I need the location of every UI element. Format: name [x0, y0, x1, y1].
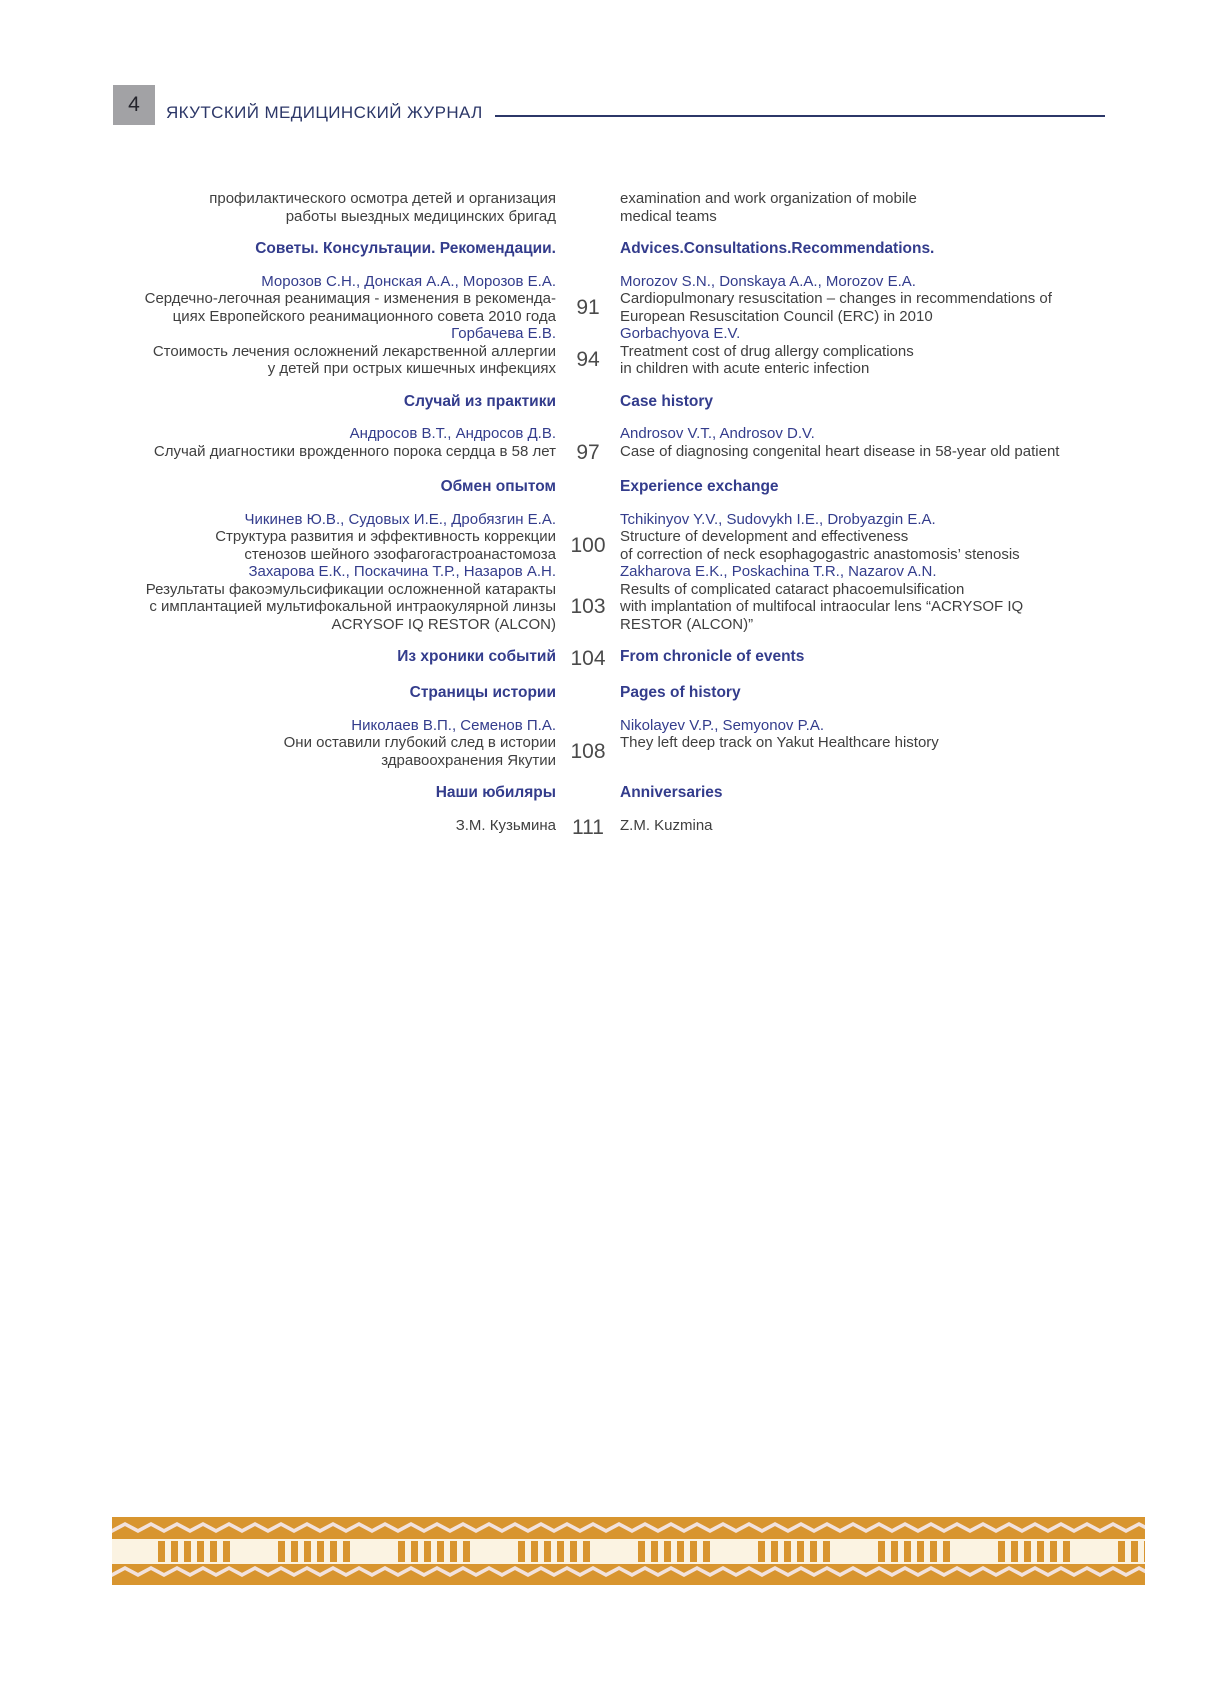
entry-ru-title-line: Структура развития и эффективность коррекции: [215, 528, 556, 545]
entry-en-authors: Gorbachyova E.V.: [620, 325, 741, 342]
entry-en: [620, 511, 1148, 564]
section-heading-ru: Из хроники событий: [397, 648, 556, 665]
continuation-ru-line: профилактического осмотра детей и организация: [209, 190, 556, 207]
entry-ru: [113, 717, 556, 770]
entry-page-number: [556, 563, 620, 633]
page-number-text: 108: [570, 739, 606, 763]
entry-en-title-line: RESTOR (ALCON)”: [620, 615, 754, 633]
entry-en-title-line: Case of diagnosing congenital heart disease in 58-year old patient: [620, 442, 1060, 460]
footer-ornament: [112, 1517, 1145, 1585]
journal-title: ЯКУТСКИЙ МЕДИЦИНСКИЙ ЖУРНАЛ: [166, 103, 483, 122]
entry-ru: [113, 817, 556, 838]
entry-en: [620, 273, 1148, 326]
entry-en-title-line: Structure of development and effectiveness: [620, 528, 909, 545]
toc-section-heading: [113, 240, 1148, 258]
entry-en-title-line: in children with acute enteric infection: [620, 360, 870, 377]
entry-en-authors: Morozov S.N., Donskaya A.A., Morozov E.A.: [620, 272, 916, 290]
entry-en-title-line: Cardiopulmonary resuscitation – changes in recommendations of: [620, 290, 1052, 307]
entry-en-title-line: European Resuscitation Council (ERC) in 2010: [620, 307, 933, 325]
entry-ru-authors: Андросов В.Т., Андросов Д.В.: [349, 425, 556, 442]
continuation-en: [620, 190, 1148, 225]
entry-page-number: [556, 511, 620, 564]
section-page-number: [556, 648, 620, 669]
entry-ru: [113, 273, 556, 326]
entry-ru-title-line: стенозов шейного эзофагогастроанастомоза: [244, 545, 556, 563]
entry-ru-authors: Чикинев Ю.В., Судовых И.Е., Дробязгин Е.А.: [244, 510, 556, 528]
toc-continuation: [113, 190, 1148, 225]
toc-section-heading: [113, 478, 1148, 496]
toc-section-heading: [113, 784, 1148, 802]
page-number-spacer: [556, 684, 620, 702]
toc-entry: [113, 717, 1148, 770]
continuation-en-line: examination and work organization of mobile: [620, 190, 917, 207]
entry-en-authors: Androsov V.T., Androsov D.V.: [620, 425, 815, 442]
entry-en-title-line: Results of complicated cataract phacoemulsification: [620, 580, 965, 598]
entry-en: [620, 325, 1148, 378]
page-number-text: 97: [576, 441, 600, 464]
entry-en: [620, 717, 1148, 770]
section-heading-en: Pages of history: [620, 684, 741, 701]
entry-en-title-line: of correction of neck esophagogastric anastomosis’ stenosis: [620, 545, 1020, 563]
entry-en-title-line: Treatment cost of drug allergy complications: [620, 342, 914, 360]
table-of-contents: [113, 190, 1148, 838]
entry-ru-title-line: Они оставили глубокий след в истории: [283, 734, 556, 751]
header-rule: [495, 115, 1105, 117]
page-number-text: 100: [570, 533, 606, 557]
entry-en: [620, 425, 1148, 463]
continuation-ru-line: работы выездных медицинских бригад: [285, 207, 556, 225]
entry-ru-title-line: с имплантацией мультифокальной интраокулярной линзы: [149, 598, 556, 615]
page-number: 4: [128, 93, 140, 116]
section-heading-en: From chronicle of events: [620, 648, 805, 665]
entry-page-number: [556, 817, 620, 838]
page-number-spacer: [556, 784, 620, 802]
entry-en-authors: Nikolayev V.P., Semyonov P.A.: [620, 716, 825, 734]
entry-ru-title-line: здравоохранения Якутии: [381, 751, 556, 769]
entry-ru-title-line: ACRYSOF IQ RESTOR (ALCON): [331, 615, 556, 633]
entry-en-title-line: They left deep track on Yakut Healthcare history: [620, 734, 939, 751]
entry-en-title-line: Z.M. Kuzmina: [620, 816, 713, 834]
page-number-box: [113, 85, 155, 125]
entry-ru: [113, 425, 556, 463]
entry-ru-title-line: циях Европейского реанимационного совета 2010 года: [172, 307, 556, 325]
page-number-text: 103: [570, 595, 606, 618]
entry-en-authors: Tchikinyov Y.V., Sudovykh I.E., Drobyazgin E.A.: [620, 510, 936, 528]
page-number-text: 91: [576, 295, 600, 319]
entry-ru: [113, 325, 556, 378]
section-heading-en: Anniversaries: [620, 784, 723, 801]
section-heading-ru: Обмен опытом: [440, 478, 556, 495]
toc-section-heading: [113, 648, 1148, 669]
entry-ru-authors: Морозов С.Н., Донская А.А., Морозов Е.А.: [261, 272, 556, 290]
toc-section-heading: [113, 684, 1148, 702]
toc-section-heading: [113, 393, 1148, 411]
page-number-spacer: [556, 478, 620, 496]
continuation-en-line: medical teams: [620, 207, 717, 225]
page-header: [113, 85, 1105, 125]
entry-ru-authors: Горбачева Е.В.: [451, 325, 556, 342]
continuation-ru: [113, 190, 556, 225]
page-number-spacer: [556, 190, 620, 225]
entry-en: [620, 817, 1148, 838]
entry-ru: [113, 511, 556, 564]
entry-page-number: [556, 325, 620, 378]
entry-ru-title-line: у детей при острых кишечных инфекциях: [267, 360, 556, 377]
section-heading-en: Case history: [620, 392, 714, 410]
entry-en-title-line: with implantation of multifocal intraocular lens “ACRYSOF IQ: [620, 598, 1024, 615]
entry-ru-title-line: Случай диагностики врожденного порока сердца в 58 лет: [153, 442, 556, 460]
entry-page-number: [556, 717, 620, 770]
section-heading-ru: Страницы истории: [409, 684, 556, 701]
entry-ru-authors: Николаев В.П., Семенов П.А.: [351, 716, 556, 734]
entry-ru-authors: Захарова Е.К., Поскачина Т.Р., Назаров А.Н.: [248, 563, 556, 580]
toc-entry: [113, 511, 1148, 564]
entry-ru-title-line: Сердечно-легочная реанимация - изменения в рекоменда-: [144, 290, 556, 307]
page-number-text: 94: [576, 348, 600, 372]
page-number-spacer: [556, 393, 620, 411]
entry-en: [620, 563, 1148, 633]
entry-page-number: [556, 273, 620, 326]
entry-en-authors: Zakharova E.K., Poskachina T.R., Nazarov A.N.: [620, 563, 937, 580]
entry-ru-title-line: З.М. Кузьмина: [455, 816, 556, 834]
section-heading-ru: Наши юбиляры: [435, 784, 556, 801]
entry-page-number: [556, 425, 620, 463]
toc-entry: [113, 563, 1148, 633]
toc-entry: [113, 325, 1148, 378]
section-heading-en: Experience exchange: [620, 478, 779, 495]
section-heading-ru: Советы. Консультации. Рекомендации.: [255, 240, 556, 257]
entry-ru-title-line: Результаты факоэмульсификации осложненной катаракты: [145, 580, 556, 598]
toc-entry: [113, 817, 1148, 838]
page-number-spacer: [556, 240, 620, 258]
section-heading-ru: Случай из практики: [403, 392, 556, 410]
page-number-text: 104: [570, 647, 606, 670]
entry-ru-title-line: Стоимость лечения осложнений лекарственной аллергии: [152, 342, 556, 360]
toc-entry: [113, 273, 1148, 326]
page-number-text: 111: [572, 815, 604, 839]
toc-entry: [113, 425, 1148, 463]
entry-ru: [113, 563, 556, 633]
section-heading-en: Advices.Consultations.Recommendations.: [620, 240, 935, 257]
